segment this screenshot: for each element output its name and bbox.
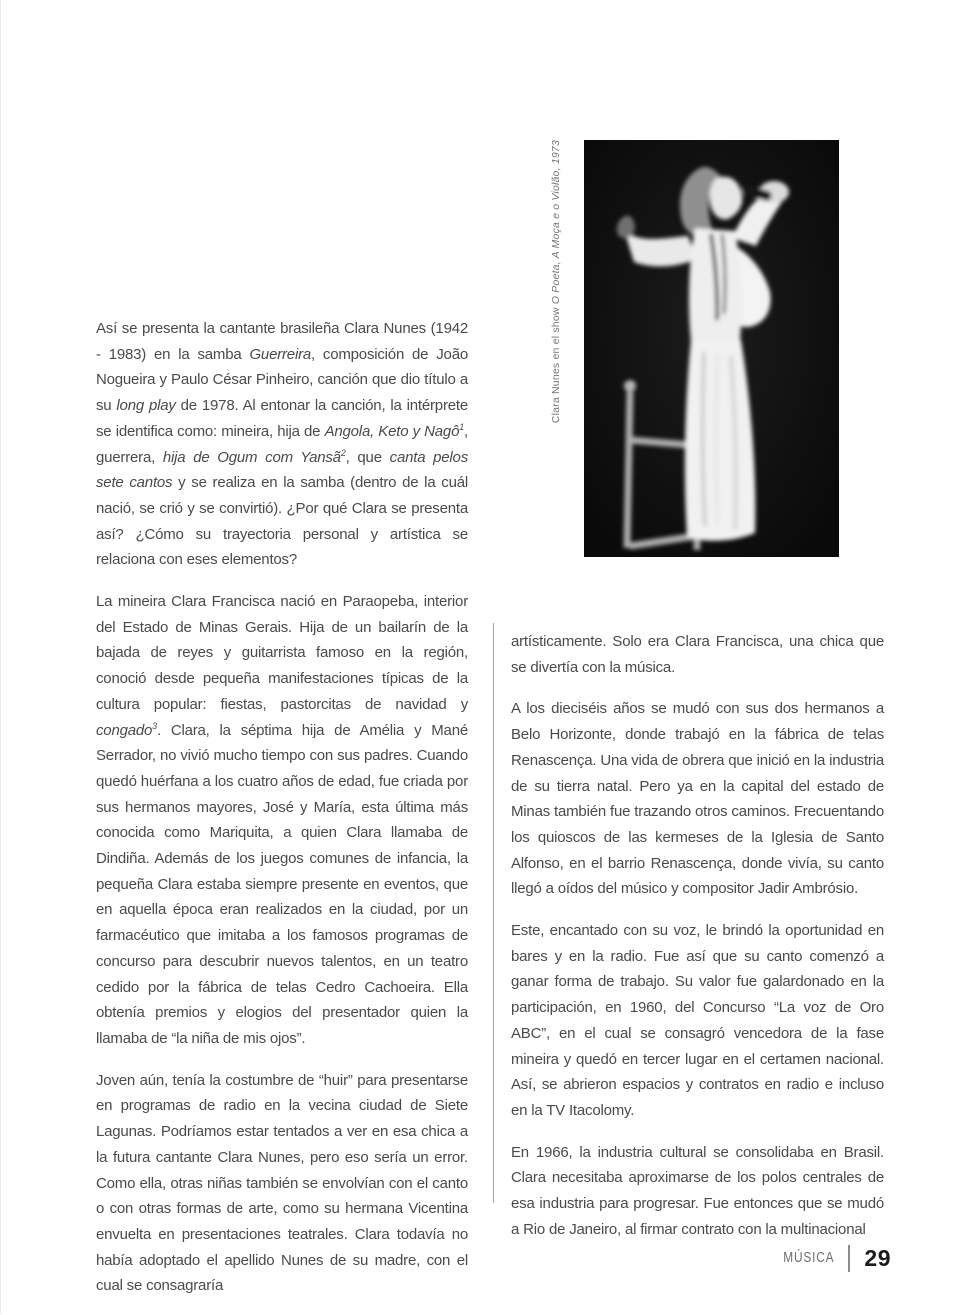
concert-photo-illustration [584,140,839,557]
section-label: MÚSICA [783,1250,835,1266]
photo-caption: Clara Nunes en el show O Poeta, A Moça e o Violão, 1973 [550,140,562,424]
paragraph-contest: Este, encantado con su voz, le brindó la oportunidad en bares y en la radio. Fue así que su canto comenzó a ganar forma de trabajo. Su valor fue galardonado en la participación, en 1960, del Concurso “La voz de Oro ABC”, en el cual se consagró vencedora de la fase mineira y quedó en tercer lugar en el certamen nacional. Así, se abrieron espacios y contratos en radio e incluso en la TV Itacolomy. [511,922,884,1119]
right-column [511,629,884,1258]
clara-nunes-photo [584,140,839,557]
paragraph-continuation: artísticamente. Solo era Clara Francisca, una chica que se divertía con la música. [511,633,884,676]
paragraph-childhood: La mineira Clara Francisca nació en Paraopeba, interior del Estado de Minas Gerais. Hija de un bailarín de la bajada de reyes y guitarrista famoso en la región, conoció desde pequeña manifestaciones típicas de la cultura popular: fiestas, pastorcitas de navidad y congado$^3$. Clara, la séptima hija de Amélia y Mané Serrador, no vivió mucho tiempo con sus padres. Cuando quedó huérfana a los cuatro años de edad, fue criada por sus hermanos mayores, José y María, esta última más conocida como Mariquita, a quien Clara llamaba de Dindiña. Además de los juegos comunes de infancia, la pequeña Clara estaba siempre presente en eventos, que en aquella época eran realizados en la ciudad, por un farmacéutico que imitaba a los famosos programas de concurso para descubrir nuevos talentos, en un teatro cedido por la fábrica de telas Cedro Cachoeira. Ella obtenía premios y elogios del presentador quien la llamaba de “la niña de mis ojos”. [96,593,468,1047]
footer-divider [848,1245,850,1272]
paragraph-belo-horizonte: A los dieciséis años se mudó con sus dos hermanos a Belo Horizonte, donde trabajó en la fábrica de telas Renascença. Una vida de obrera que inició en la industria de su tierra natal. Pero ya en la capital del estado de Minas también fue trazando otros caminos. Frecuentando los quioscos de las kermeses de la Iglesia de Santo Alfonso, en el barrio Renascença, donde vivía, su canto llegó a oídos del músico y compositor Jadir Ambrósio. [511,700,885,898]
page-footer [701,1238,891,1278]
paragraph-intro: Así se presenta la cantante brasileña Clara Nunes (1942 - 1983) en la samba Guerreira, composición de João Nogueira y Paulo César Pinheiro, canción que dio título a su long play de 1978. Al entonar la canción, la intérprete se identifica como: mineira, hija de Angola, Keto y Nagô$^1$, guerrera, hija de Ogum com Yansã$^2$, que canta pelos sete cantos y se realiza en la samba (dentro de la cuál nació, se crió y se convirtió). ¿Por qué Clara se presenta así? ¿Cómo su trayectoria personal y artística se relaciona con eses elementos? [96,320,468,569]
photo-caption-area [548,140,566,557]
left-column [96,316,468,1315]
page-number: 29 [864,1244,891,1271]
column-divider [493,623,494,1203]
paragraph-youth: Joven aún, tenía la costumbre de “huir” para presentarse en programas de radio en la vecina ciudad de Siete Lagunas. Podríamos estar tentados a ver en esa chica a la futura cantante Clara Nunes, pero eso sería un error. Como ella, otras niñas también se envolvían con el canto o con otras formas de arte, como su hermana Vicentina envuelta en presentaciones teatrales. Clara todavía no había adoptado el apellido Nunes de su madre, con el cual se consagraría [96,1071,468,1295]
paragraph-1966: En 1966, la industria cultural se consolidaba en Brasil. Clara necesitaba aproximarse de los polos centrales de esa industria para progresar. Fue entonces que se mudó a Rio de Janeiro, al firmar contrato con la multinacional [511,1143,884,1238]
